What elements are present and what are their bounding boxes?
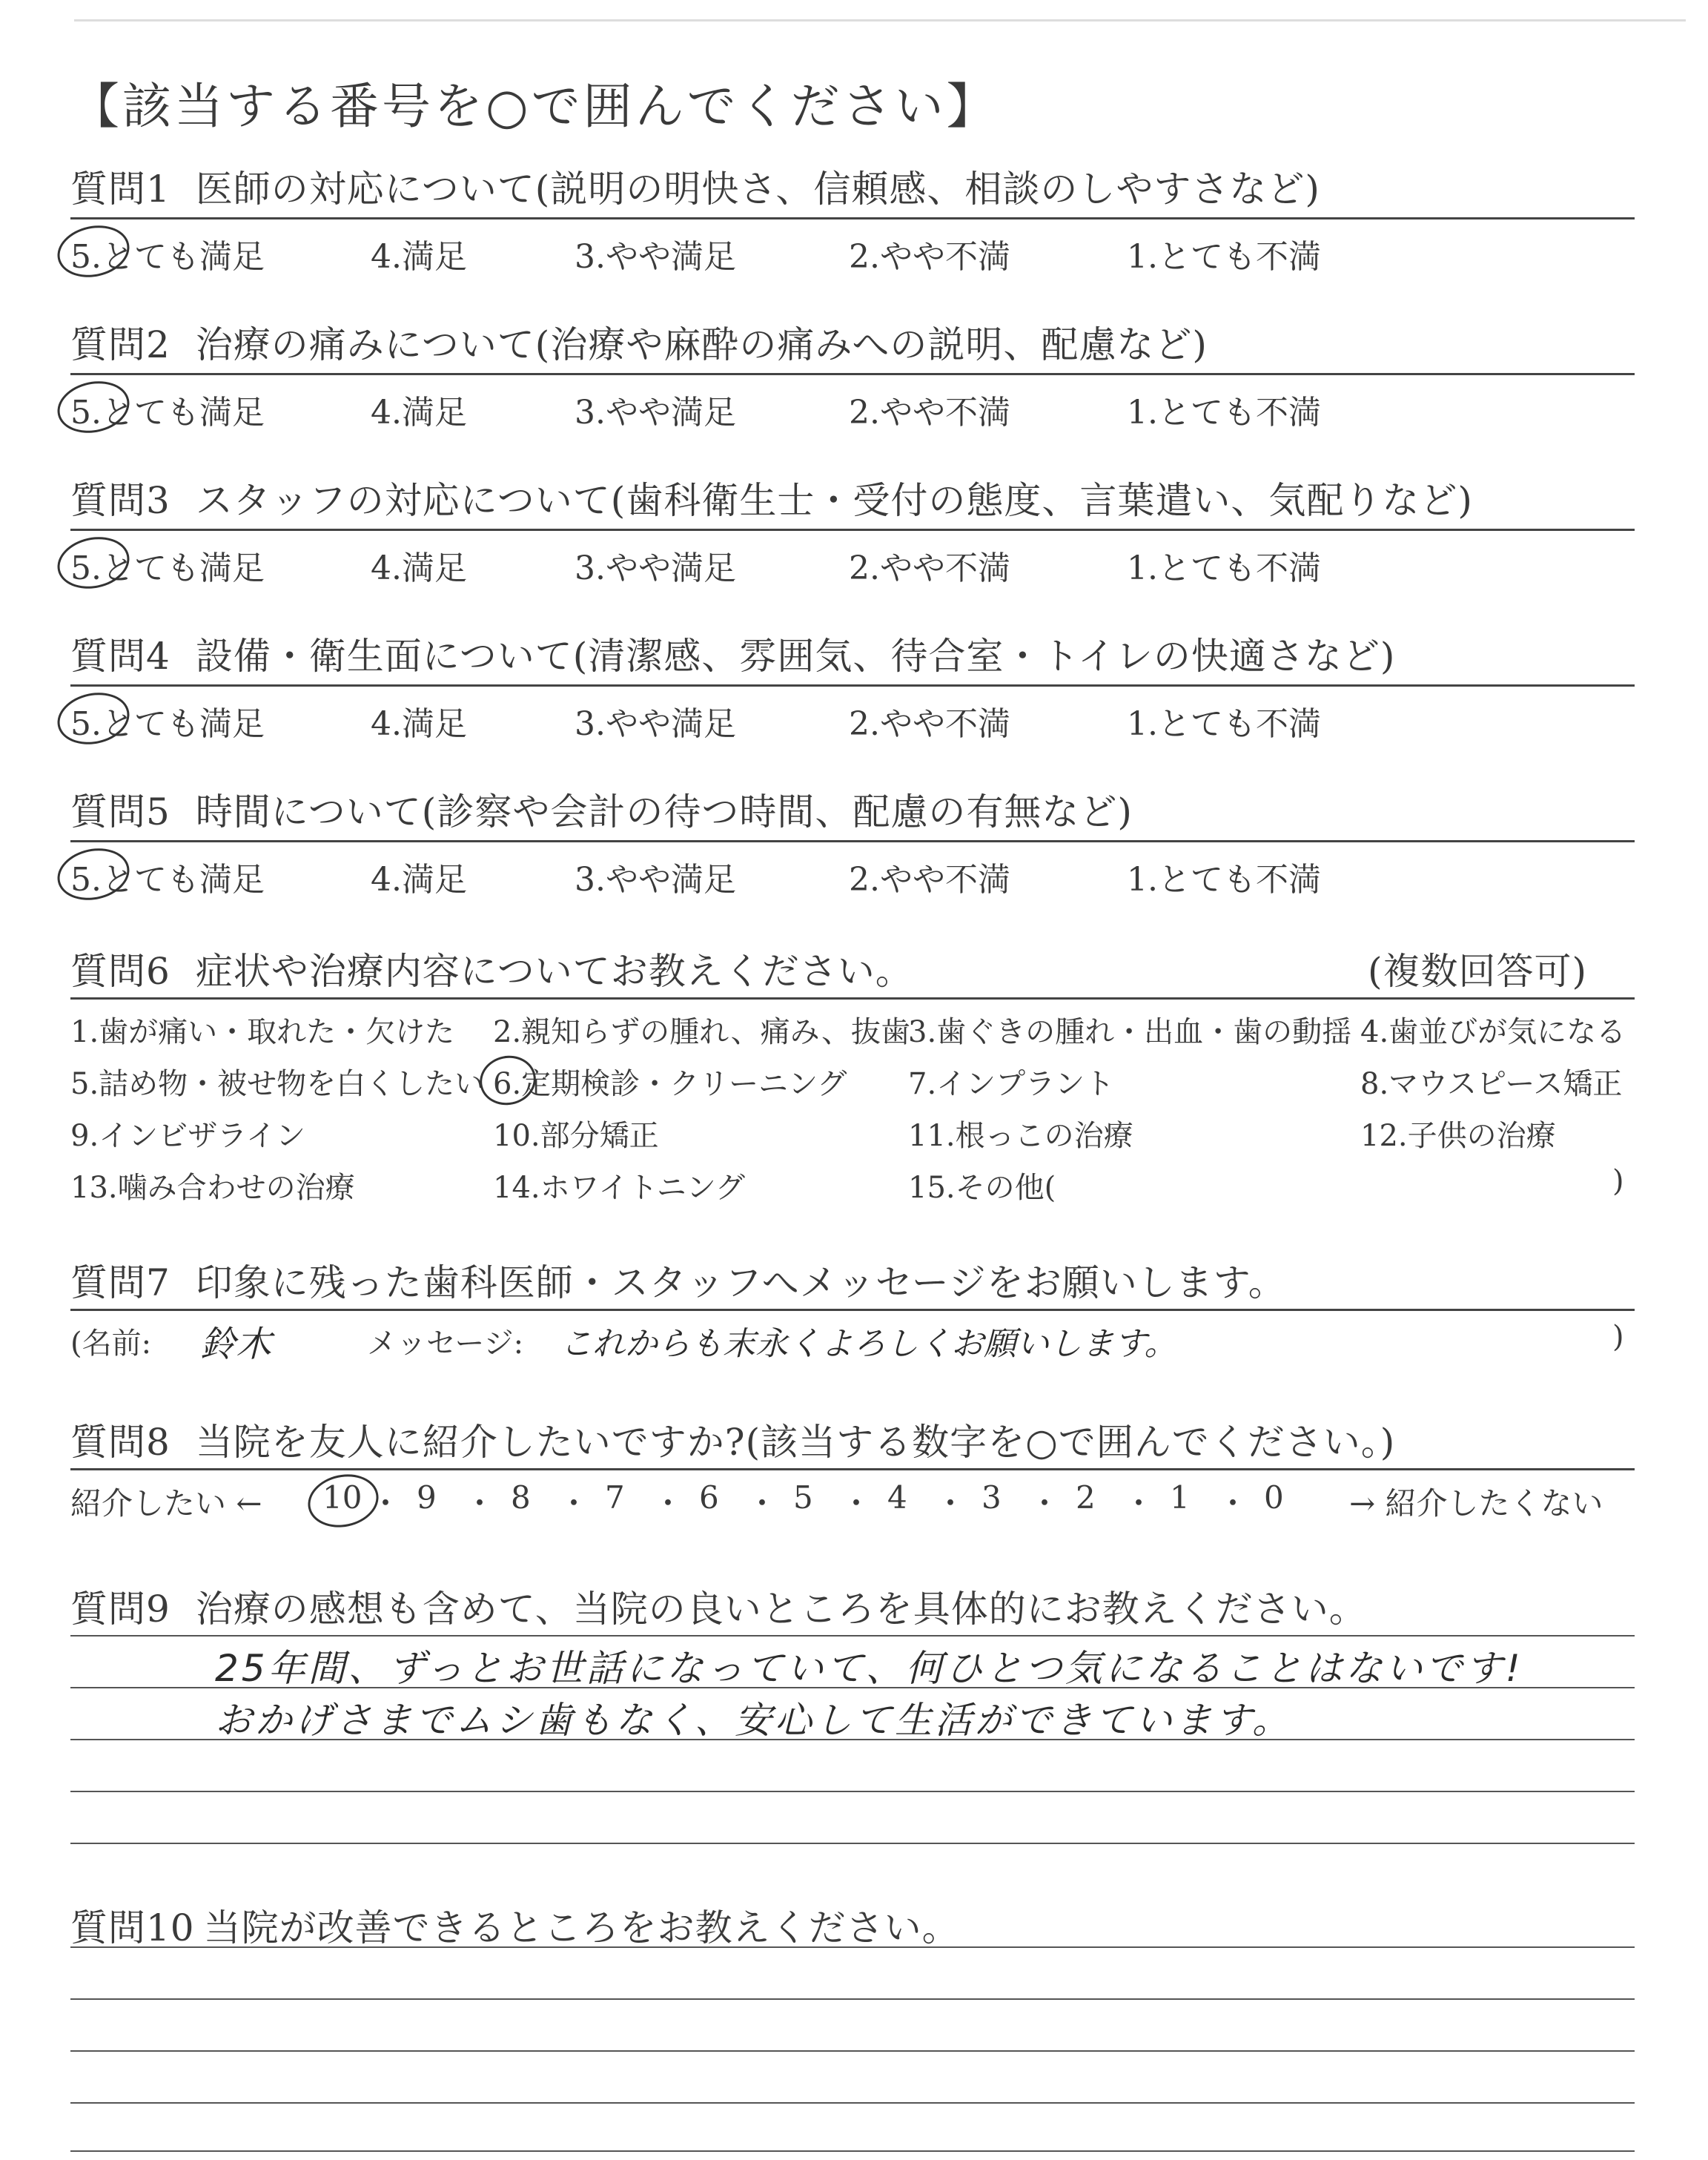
rating-option[interactable]: 3.やや満足 — [575, 238, 736, 276]
scale-separator: ・ — [747, 1485, 778, 1522]
recommend-scale-value[interactable]: 6 — [699, 1479, 719, 1516]
recommend-scale-value[interactable]: 0 — [1264, 1479, 1284, 1516]
question-rule — [70, 1309, 1635, 1311]
answer-line — [70, 1843, 1635, 1844]
rating-option[interactable]: 1.とても不満 — [1127, 394, 1321, 432]
other-close-paren: ) — [1612, 1164, 1624, 1198]
question-1 — [70, 159, 1635, 300]
question-number: 質問4 — [70, 635, 171, 678]
rating-option[interactable]: 5.とても満足 — [70, 549, 265, 587]
rating-option[interactable]: 2.やや不満 — [849, 549, 1010, 587]
rating-option[interactable]: 3.やや満足 — [575, 705, 736, 743]
treatment-option[interactable]: 10.部分矯正 — [493, 1119, 659, 1153]
recommend-scale-value[interactable]: 7 — [605, 1479, 625, 1516]
rating-option[interactable]: 5.とても満足 — [70, 705, 265, 743]
question-text: 医師の対応について(説明の明快さ、信頼感、相談のしやすさなど) — [195, 168, 1320, 211]
rating-option[interactable]: 3.やや満足 — [575, 861, 736, 899]
scale-separator: ・ — [1123, 1485, 1155, 1522]
name-label: (名前: — [70, 1327, 152, 1361]
question-title — [70, 1579, 1367, 1633]
treatment-option[interactable]: 3.歯ぐきの腫れ・出血・歯の動揺 — [908, 1015, 1352, 1049]
scale-separator: ・ — [558, 1485, 590, 1522]
answer-line — [70, 1998, 1635, 2000]
rating-option[interactable]: 2.やや不満 — [849, 705, 1010, 743]
recommend-scale-value[interactable]: 9 — [417, 1479, 437, 1516]
treatment-option[interactable]: 6.定期検診・クリーニング — [493, 1067, 847, 1101]
name-value: 鈴木 — [200, 1324, 272, 1365]
answer-line — [70, 1946, 1635, 1948]
answer-line — [70, 2102, 1635, 2104]
question-text: 治療の痛みについて(治療や麻酔の痛みへの説明、配慮など) — [195, 323, 1208, 366]
treatment-option[interactable]: 7.インプラント — [908, 1067, 1115, 1101]
answer-line — [70, 2050, 1635, 2052]
recommend-scale-value[interactable]: 4 — [887, 1479, 907, 1516]
treatment-option[interactable]: 2.親知らずの腫れ、痛み、抜歯 — [493, 1015, 910, 1049]
question-title — [70, 1253, 1286, 1307]
rating-option[interactable]: 5.とても満足 — [70, 238, 265, 276]
question-5 — [70, 782, 1635, 923]
recommend-scale-value[interactable]: 3 — [982, 1479, 1002, 1516]
rating-option[interactable]: 4.満足 — [371, 394, 467, 432]
treatment-option[interactable]: 1.歯が痛い・取れた・欠けた — [70, 1015, 455, 1049]
rating-option[interactable]: 1.とても不満 — [1127, 238, 1321, 276]
recommend-scale-value[interactable]: 8 — [511, 1479, 531, 1516]
question-text: 時間について(診察や会計の待つ時間、配慮の有無など) — [195, 790, 1133, 833]
rating-option[interactable]: 5.とても満足 — [70, 861, 265, 899]
question-text: 症状や治療内容についてお教えください。 — [195, 950, 913, 993]
recommend-left-label: 紹介したい ← — [70, 1485, 262, 1522]
rating-option[interactable]: 1.とても不満 — [1127, 861, 1321, 899]
answer-line — [70, 1791, 1635, 1792]
rating-option[interactable]: 2.やや不満 — [849, 394, 1010, 432]
instruction-heading: 【該当する番号を○で囲んでください】 — [70, 78, 999, 135]
question-number: 質問1 — [70, 168, 171, 211]
question-text: 印象に残った歯科医師・スタッフへメッセージをお願いします。 — [195, 1261, 1286, 1304]
question-number: 質問3 — [70, 479, 171, 522]
question-title — [70, 627, 1395, 680]
question-number: 質問7 — [70, 1261, 171, 1304]
question-title — [70, 782, 1133, 836]
rating-option[interactable]: 4.満足 — [371, 861, 467, 899]
question-title — [70, 1898, 960, 1952]
rating-option[interactable]: 1.とても不満 — [1127, 549, 1321, 587]
question-text: 治療の感想も含めて、当院の良いところを具体的にお教えください。 — [195, 1588, 1367, 1631]
scale-separator: ・ — [652, 1485, 684, 1522]
question-text: 設備・衛生面について(清潔感、雰囲気、待合室・トイレの快適さなど) — [195, 635, 1396, 678]
question-title — [70, 1413, 1395, 1466]
rating-option[interactable]: 2.やや不満 — [849, 238, 1010, 276]
question-number: 質問2 — [70, 323, 171, 366]
question-rule — [70, 684, 1635, 687]
message-value: これからも末永くよろしくお願いします。 — [560, 1325, 1177, 1363]
question-4 — [70, 627, 1635, 767]
question-3 — [70, 471, 1635, 612]
scale-separator: ・ — [841, 1485, 873, 1522]
question-title — [70, 315, 1208, 369]
answer-line — [70, 2150, 1635, 2152]
rating-option[interactable]: 3.やや満足 — [575, 549, 736, 587]
recommend-right-label: → 紹介したくない — [1349, 1485, 1603, 1522]
treatment-option[interactable]: 13.噛み合わせの治療 — [70, 1171, 355, 1205]
question-number: 質問8 — [70, 1421, 171, 1464]
question-text: スタッフの対応について(歯科衛生士・受付の態度、言葉遣い、気配りなど) — [195, 479, 1473, 522]
answer-line — [70, 1635, 1635, 1636]
message-close-paren: ) — [1612, 1320, 1624, 1354]
rating-option[interactable]: 5.とても満足 — [70, 394, 265, 432]
question-rule — [70, 997, 1635, 1000]
top-border — [74, 19, 1686, 22]
recommend-scale-value[interactable]: 10 — [322, 1479, 363, 1516]
question-number: 質問6 — [70, 950, 171, 993]
scale-separator: ・ — [1217, 1485, 1249, 1522]
multiple-answer-note: (複数回答可) — [1368, 950, 1588, 993]
question-text: 当院が改善できるところをお教えください。 — [203, 1906, 960, 1949]
question-rule — [70, 840, 1635, 842]
question-10 — [70, 1898, 1635, 2121]
treatment-option[interactable]: 8.マウスピース矯正 — [1360, 1067, 1623, 1101]
question-rule — [70, 373, 1635, 375]
scale-separator: ・ — [1029, 1485, 1061, 1522]
treatment-option[interactable]: 12.子供の治療 — [1360, 1119, 1556, 1153]
question-8 — [70, 1413, 1635, 1553]
rating-option[interactable]: 2.やや不満 — [849, 861, 1010, 899]
rating-option[interactable]: 4.満足 — [371, 705, 467, 743]
question-title — [70, 471, 1473, 524]
scale-separator: ・ — [935, 1485, 967, 1522]
question-text: 当院を友人に紹介したいですか?(該当する数字を○で囲んでください。) — [195, 1421, 1396, 1464]
treatment-option[interactable]: 11.根っこの治療 — [908, 1119, 1133, 1153]
question-number: 質問5 — [70, 790, 171, 833]
question-rule — [70, 529, 1635, 531]
question-6 — [70, 942, 1635, 1253]
treatment-option[interactable]: 5.詰め物・被せ物を白くしたい — [70, 1067, 485, 1101]
question-7 — [70, 1253, 1635, 1394]
scale-separator: ・ — [370, 1485, 402, 1522]
recommend-scale-value[interactable]: 1 — [1170, 1479, 1190, 1516]
rating-option[interactable]: 4.満足 — [371, 238, 467, 276]
treatment-option[interactable]: 9.インビザライン — [70, 1119, 305, 1153]
rating-option[interactable]: 4.満足 — [371, 549, 467, 587]
recommend-scale-value[interactable]: 2 — [1076, 1479, 1096, 1516]
treatment-option[interactable]: 14.ホワイトニング — [493, 1171, 746, 1205]
message-label: メッセージ: — [367, 1327, 524, 1361]
question-title — [70, 159, 1320, 213]
question-rule — [70, 217, 1635, 219]
answer-text-line-2: おかげさまでムシ歯もなく、安心して生活ができています。 — [215, 1699, 1292, 1742]
treatment-option[interactable]: 15.その他( — [908, 1171, 1056, 1205]
rating-option[interactable]: 3.やや満足 — [575, 394, 736, 432]
question-2 — [70, 315, 1635, 456]
treatment-option[interactable]: 4.歯並びが気になる — [1360, 1015, 1626, 1049]
question-rule — [70, 1468, 1635, 1470]
question-number: 質問10 — [70, 1906, 195, 1949]
answer-text-line-1: 25年間、ずっとお世話になっていて、何ひとつ気になることはないです! — [215, 1647, 1523, 1690]
scale-separator: ・ — [464, 1485, 496, 1522]
rating-option[interactable]: 1.とても不満 — [1127, 705, 1321, 743]
recommend-scale-value[interactable]: 5 — [793, 1479, 813, 1516]
question-title — [70, 942, 913, 995]
question-number: 質問9 — [70, 1588, 171, 1631]
